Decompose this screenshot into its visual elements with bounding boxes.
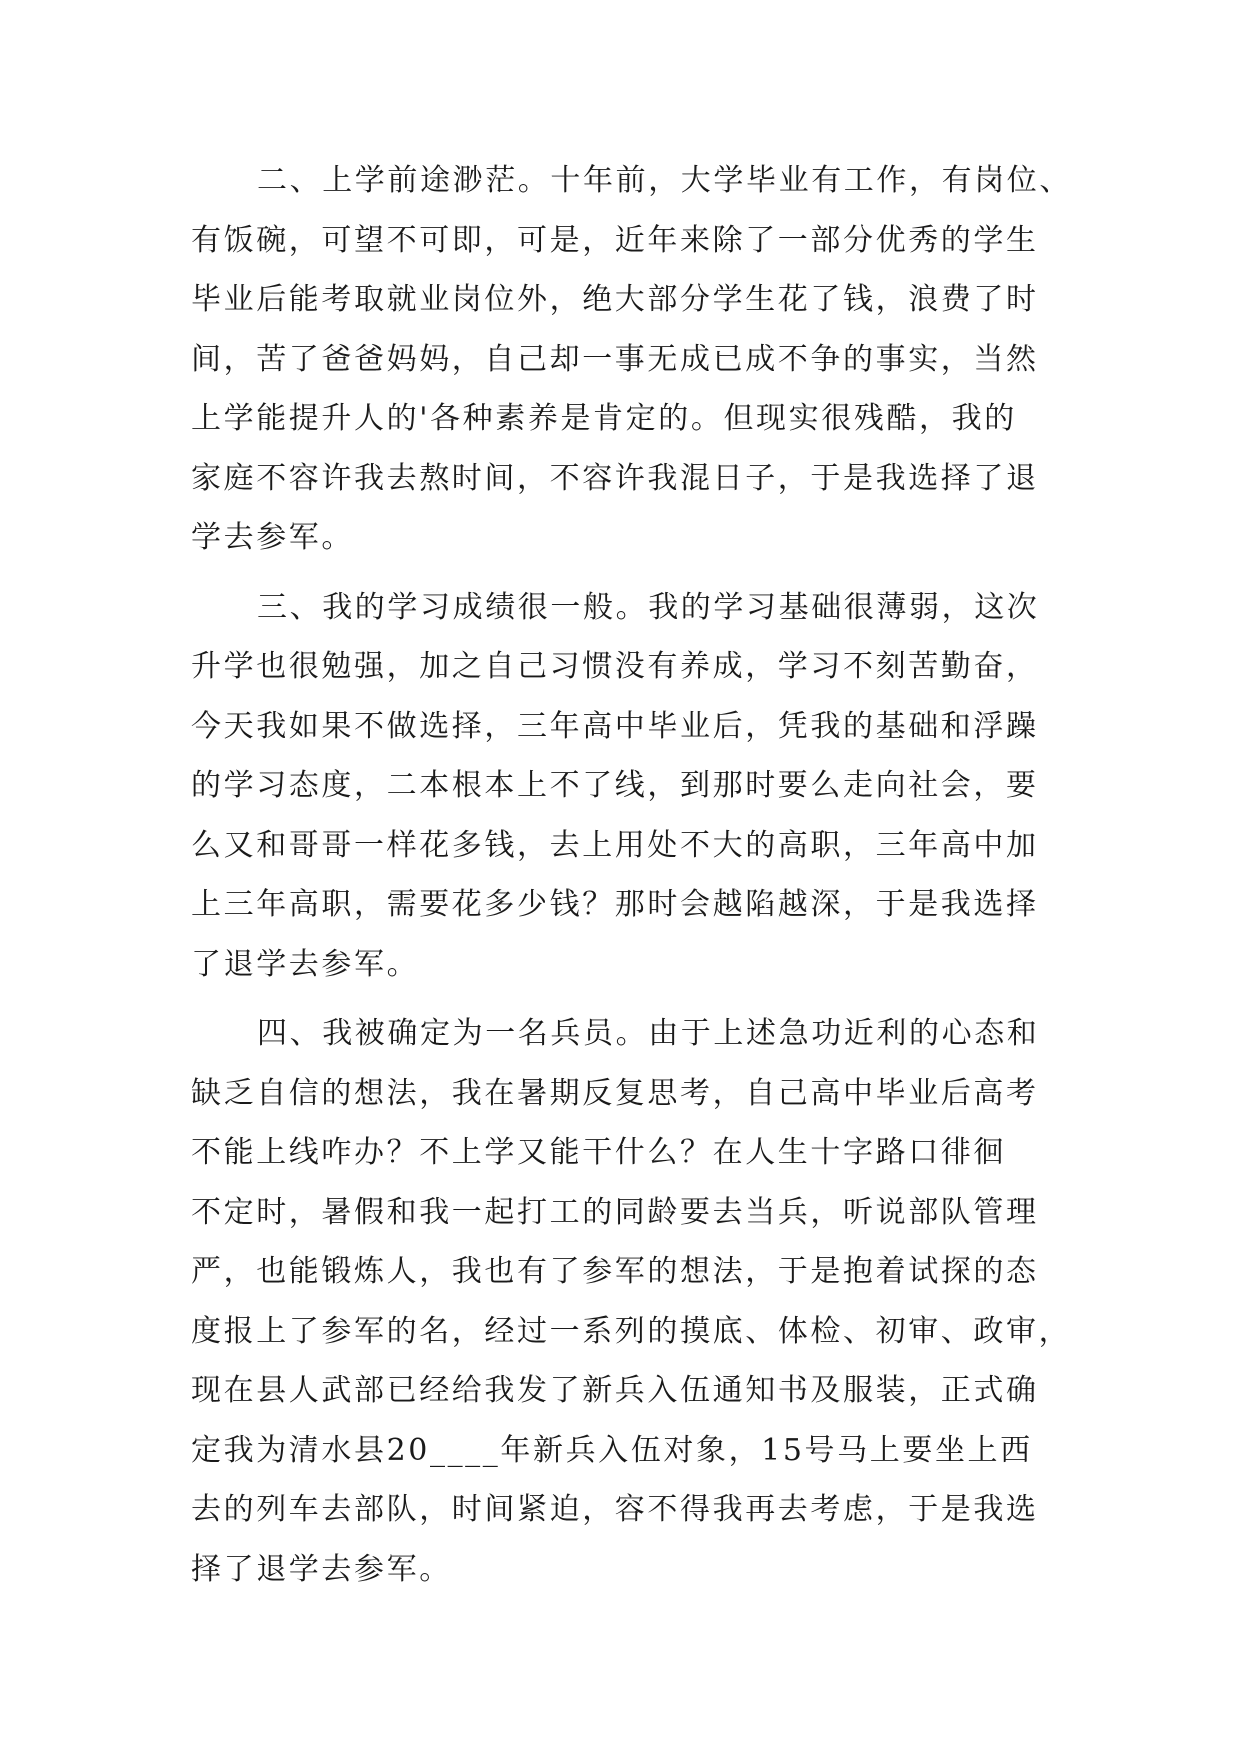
- paragraph-4: [191, 1004, 1072, 1599]
- paragraph-line: 毕业后能考取就业岗位外，绝大部分学生花了钱，浪费了时: [191, 282, 1039, 317]
- paragraph-line: 四、我被确定为一名兵员。由于上述急功近利的心态和: [257, 1016, 1040, 1051]
- paragraph-line: 三、我的学习成绩很一般。我的学习基础很薄弱，这次: [257, 589, 1040, 625]
- document-body: [191, 151, 1072, 1599]
- paragraph-line: 家庭不容许我去熬时间，不容许我混日子，于是我选择了退: [191, 460, 1039, 496]
- paragraph-2: [191, 151, 1072, 568]
- paragraph-line: 去的列车去部队，时间紧迫，容不得我再去考虑，于是我选: [191, 1492, 1039, 1527]
- paragraph-line: 定我为清水县20____年新兵入伍对象，15号马上要坐上西: [191, 1432, 1033, 1468]
- paragraph-line: 上学能提升人的'各种素养是肯定的。但现实很残酷，我的: [191, 401, 1017, 436]
- paragraph-line: 现在县人武部已经给我发了新兵入伍通知书及服装，正式确: [191, 1373, 1039, 1408]
- paragraph-line: 么又和哥哥一样花多钱，去上用处不大的高职，三年高中加: [191, 827, 1039, 863]
- paragraph-line: 的学习态度，二本根本上不了线，到那时要么走向社会，要: [191, 768, 1039, 803]
- paragraph-3: [191, 578, 1051, 995]
- paragraph-line: 严，也能锻炼人，我也有了参军的想法，于是抱着试探的态: [191, 1254, 1039, 1289]
- paragraph-spacer: [191, 568, 1051, 578]
- paragraph-line: 不能上线咋办？不上学又能干什么？在人生十字路口徘徊: [191, 1135, 1006, 1170]
- paragraph-line: 上三年高职，需要花多少钱？那时会越陷越深，于是我选择: [191, 887, 1039, 922]
- paragraph-line: 不定时，暑假和我一起打工的同龄要去当兵，听说部队管理: [191, 1194, 1039, 1230]
- paragraph-spacer: [191, 994, 1051, 1004]
- paragraph-line: 二、上学前途渺茫。十年前，大学毕业有工作，有岗位、: [257, 163, 1072, 198]
- paragraph-line: 学去参军。: [191, 520, 354, 555]
- paragraph-line: 了退学去参军。: [191, 946, 420, 982]
- paragraph-line: 缺乏自信的想法，我在暑期反复思考，自己高中毕业后高考: [191, 1075, 1039, 1111]
- paragraph-line: 今天我如果不做选择，三年高中毕业后，凭我的基础和浮躁: [191, 708, 1039, 744]
- paragraph-line: 升学也很勉强，加之自己习惯没有养成，学习不刻苦勤奋，: [191, 649, 1039, 684]
- paragraph-line: 间，苦了爸爸妈妈，自己却一事无成已成不争的事实，当然: [191, 341, 1039, 377]
- paragraph-line: 有饭碗，可望不可即，可是，近年来除了一部分优秀的学生: [191, 222, 1039, 258]
- paragraph-line: 度报上了参军的名，经过一系列的摸底、体检、初审、政审，: [191, 1313, 1072, 1349]
- paragraph-line: 择了退学去参军。: [191, 1551, 452, 1587]
